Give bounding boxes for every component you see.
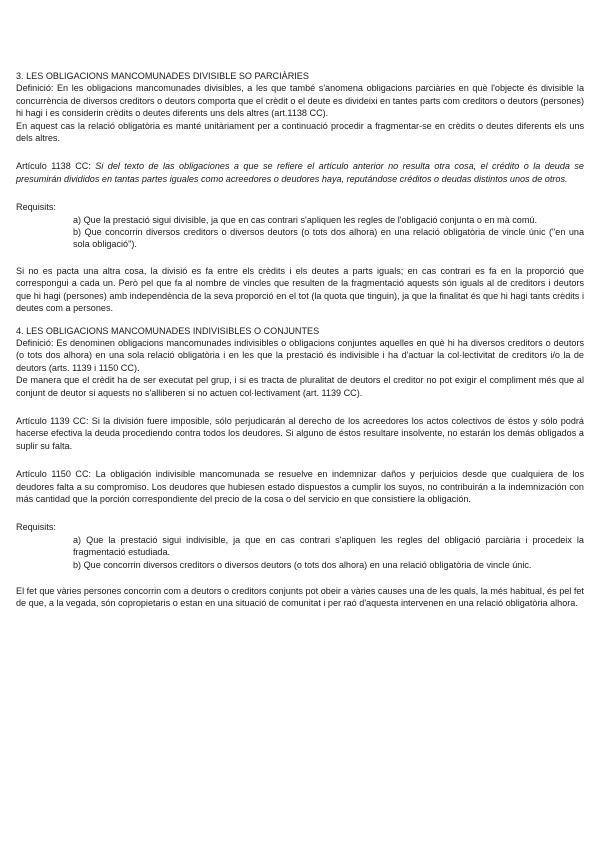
section-3-heading: 3. LES OBLIGACIONS MANCOMUNADES DIVISIBLE SO PARCIÀRIES: [16, 71, 309, 81]
section-4-requisit-b: b) Que concorrin diversos creditors o diversos deutors (o tots dos alhora) en una relació obligatòria de vincle únic.: [73, 559, 532, 570]
section-4-requisits-label: Requisits:: [16, 522, 56, 533]
section-3-closing: Si no es pacta una altra cosa, la divisió es fa entre els crèdits i els deutes a parts iguals; en cas contrari es fa en la proporció que correspongui a cada un. Però pel que fa al nombre de vincles que resulten de la fragmentació aquests són iguals al de creditors i deutors que hi hagi (persones) amb independència de la seva proporció en el tot (la quota que tinguin), ja que la finalitat és que hi hagi tants crèdits i deutes com a persones.: [16, 265, 584, 314]
section-4-paragraph: De manera que el crèdit ha de ser executat pel grup, i si es tracta de pluralitat de deutors el creditor no pot exigir el compliment més que al conjunt de deutor si aquests no s'alliberen si no actuen col·lectivament (art. 1139 CC).: [16, 375, 584, 398]
section-4-definition: Definició: Es denominen obligacions mancomunades indivisibles o obligacions conjuntes aquelles en què hi ha diversos creditors o deutors (o tots dos alhora) en una sola relació obligatòria i en les que la prestació és indivisible i ha d'actuar la col·lectivitat de creditors i/o la de deutors (arts. 1139 i 1150 CC).: [16, 337, 584, 373]
section-4-heading: 4. LES OBLIGACIONS MANCOMUNADES INDIVISIBLES O CONJUNTES: [16, 325, 320, 336]
section-3-definition: Definició: En les obligacions mancomunades divisibles, a les que també s'anomena obligacions parciàries en què l'objecte és divisible la concurrència de diversos creditors o deutors comporta que el crèdit o el deute es divideixi en tantes parts com creditors o deutors (persones) hi hagi i es considerin crèdits o deutes diferents uns dels altres (art.1138 CC).: [16, 83, 584, 119]
article-1138-label: Artículo 1138 CC:: [16, 161, 91, 172]
section-3-paragraph: En aquest cas la relació obligatòria es manté unitàriament per a continuació procedir a fragmentar-se en crèdits o deutes diferents els uns dels altres.: [16, 120, 584, 144]
article-1150: Artículo 1150 CC: La obligación indivisible mancomunada se resuelve en indemnizar daños y perjuicios desde que cualquiera de los deudores falta a su compromiso. Los deudores que hubiesen estado dispuestos a cumplir los suyos, no contribuirán a la indemnización con más cantidad que la porción correspondiente del precio de la cosa o del servicio en que consistiere la obligación.: [16, 469, 584, 504]
article-1138: [16, 160, 584, 185]
section-3-requisits-label: Requisits:: [16, 202, 56, 213]
section-4-requisit-a: a) Que la prestació sigui indivisible, ja que en cas contrari s'apliquen les regles del obligació parciària i procedeix la fragmentació estudiada.: [73, 534, 584, 558]
article-1139: Artículo 1139 CC: Si la división fuere imposible, sólo perjudicarán al derecho de los acreedores los actos colectivos de éstos y sólo podrá hacerse efectiva la deuda procediendo contra todos los deudores. Si alguno de éstos resultare insolvente, no estarán los demás obligados a suplir su falta.: [16, 415, 584, 451]
section-3-requisit-b: b) Que concorrin diversos creditors o diversos deutors (o tots dos alhora) en una relació obligatòria de vincle únic ("en una sola obligació").: [73, 227, 584, 250]
section-3-requisit-a: a) Que la prestació sigui divisible, ja que en cas contrari s'apliquen les regles de l'obligació conjunta o en mà comú.: [73, 214, 537, 225]
article-1138-text: Si del texto de las obligaciones a que se refiere el artículo anterior no resulta otra cosa, el crédito o la deuda se presumirán divididos en tantas partes iguales como acreedores o deudores haya, reputándose créditos o deudas distintos unos de otros.: [16, 161, 584, 184]
section-4-closing: El fet que vàries persones concorrin com a deutors o creditors conjunts pot obeir a vàries causes una de les quals, la més habitual, és pel fet de que, a la vegada, són copropietaris o estan en una situació de comunitat i per raó d'aquesta intervenen en una relació obligatòria alhora.: [16, 586, 584, 609]
